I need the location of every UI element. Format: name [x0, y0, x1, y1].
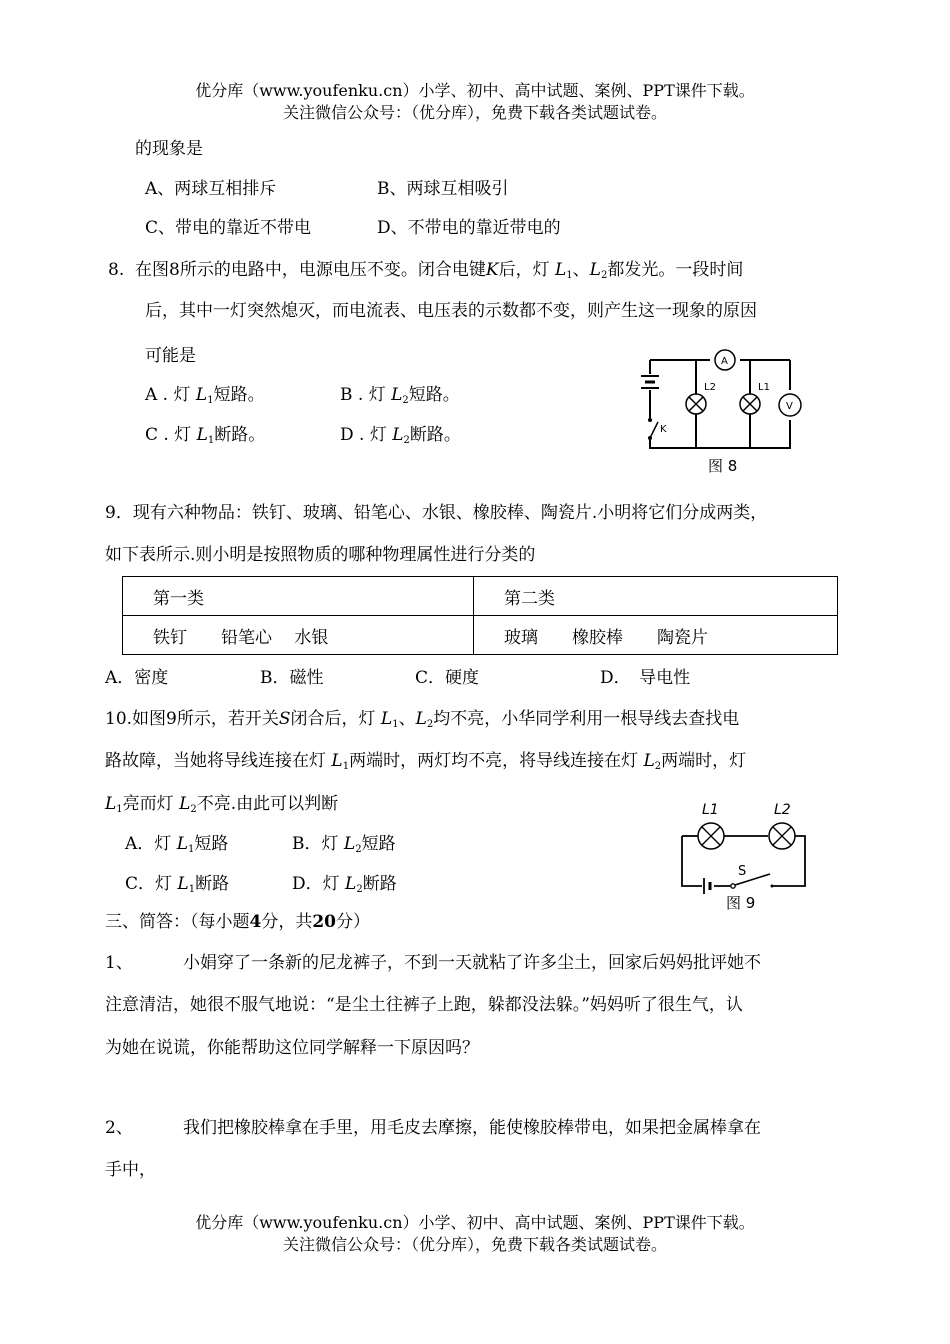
q9-option-a: A．密度 — [105, 668, 169, 688]
q9-classification-table — [122, 576, 838, 655]
short-q1-line-2: 注意清洁，她很不服气地说：“是尘土往裤子上跑，躲都没法躲。”妈妈听了很生气，认 — [105, 995, 743, 1015]
q9-option-d: D． 导电性 — [600, 668, 691, 688]
q7-option-b: B、两球互相吸引 — [377, 179, 509, 199]
q9-option-b: B．磁性 — [260, 668, 324, 688]
q8-option-b: B . 灯 $L_2$短路。 — [340, 385, 460, 406]
switch-k-icon — [648, 418, 658, 440]
q9-option-c: C．硬度 — [415, 668, 480, 688]
q10-line-3: $L_1$亮而灯 $L_2$不亮.由此可以判断 — [105, 794, 339, 815]
q8-line-3: 可能是 — [145, 346, 196, 366]
q10-option-d: D．灯 $L_2$断路 — [292, 874, 397, 895]
table-cell-class-2: 玻璃 橡胶棒 陶瓷片 — [474, 616, 838, 655]
short-q2-number: 2、 — [105, 1118, 133, 1138]
lamp-l2-label: L2 — [704, 382, 716, 393]
table-header-row — [123, 577, 838, 616]
q8-option-c: C . 灯 $L_1$断路。 — [145, 425, 266, 446]
ammeter-label: A — [721, 356, 728, 367]
short-q1-line-1: 小娟穿了一条新的尼龙裤子，不到一天就粘了许多尘土，回家后妈妈批评她不 — [183, 953, 761, 973]
q7-option-d: D、不带电的靠近带电的 — [377, 218, 561, 238]
table-row — [123, 616, 838, 655]
lamp-l1-icon — [698, 823, 724, 849]
q10-option-a: A．灯 $L_1$短路 — [125, 834, 229, 855]
voltmeter-label: V — [786, 401, 793, 412]
lamp-l2-icon — [686, 394, 706, 414]
short-q2-line-1: 我们把橡胶棒拿在手里，用毛皮去摩擦，能使橡胶棒带电，如果把金属棒拿在 — [183, 1118, 761, 1138]
q10-option-c: C．灯 $L_1$断路 — [125, 874, 230, 895]
lamp-l1-icon — [740, 394, 760, 414]
q10-option-b: B．灯 $L_2$短路 — [292, 834, 396, 855]
header-line-2: 关注微信公众号：（优分库），免费下载各类试题试卷。 — [282, 103, 667, 122]
q8-option-d: D . 灯 $L_2$断路。 — [340, 425, 461, 446]
figure-9-caption: 图 9 — [726, 894, 756, 912]
table-cell-class-1: 铁钉 铅笔心 水银 — [123, 616, 474, 655]
q7-option-c: C、带电的靠近不带电 — [145, 218, 312, 238]
battery-icon — [704, 878, 710, 894]
battery-icon — [641, 376, 659, 388]
footer-line-2: 关注微信公众号：（优分库），免费下载各类试题试卷。 — [282, 1235, 667, 1254]
table-header-cell-1: 第一类 — [123, 577, 474, 616]
section-3-title: 三、简答：（每小题4分，共20分） — [105, 912, 371, 932]
q8-option-a: A . 灯 $L_1$短路。 — [145, 385, 265, 406]
short-q2-line-2: 手中， — [105, 1160, 156, 1180]
lamp-l2-label: L2 — [774, 802, 791, 818]
footer-line-1: 优分库（www.youfenku.cn）小学、初中、高中试题、案例、PPT课件下载。 — [195, 1213, 755, 1232]
short-q1-line-3: 为她在说谎，你能帮助这位同学解释一下原因吗？ — [105, 1038, 479, 1058]
q9-line-1: 9．现有六种物品：铁钉、玻璃、铅笔心、水银、橡胶棒、陶瓷片.小明将它们分成两类， — [105, 503, 768, 523]
q9-line-2: 如下表所示.则小明是按照物质的哪种物理属性进行分类的 — [105, 545, 536, 565]
lamp-l2-icon — [769, 823, 795, 849]
q8-line-1: 8. 在图8所示的电路中，电源电压不变。闭合电键K后，灯 $L_1$、$L_2$都发光。一段时间 — [108, 260, 744, 281]
figure-8-caption: 图 8 — [708, 457, 738, 475]
table-header-cell-2: 第二类 — [474, 577, 838, 616]
q8-line-2: 后，其中一灯突然熄灭，而电流表、电压表的示数都不变，则产生这一现象的原因 — [145, 301, 757, 321]
figure-9-circuit — [670, 796, 820, 912]
switch-k-label: K — [660, 424, 667, 435]
short-q1-number: 1、 — [105, 953, 133, 973]
lamp-l1-label: L1 — [702, 802, 719, 818]
header-line-1: 优分库（www.youfenku.cn）小学、初中、高中试题、案例、PPT课件下载。 — [195, 81, 755, 100]
switch-s-label: S — [738, 864, 747, 879]
q10-line-2: 路故障，当她将导线连接在灯 $L_1$两端时，两灯均不亮，将导线连接在灯 $L_2$两端时，灯 — [105, 751, 747, 772]
lamp-l1-label: L1 — [758, 382, 770, 393]
q7-option-a: A、两球互相排斥 — [145, 179, 277, 199]
q10-line-1: 10.如图9所示，若开关S闭合后，灯 $L_1$、$L_2$均不亮，小华同学利用一根导线去查找电 — [105, 709, 740, 730]
figure-8-circuit — [630, 340, 820, 480]
q7-tail: 的现象是 — [135, 139, 203, 159]
